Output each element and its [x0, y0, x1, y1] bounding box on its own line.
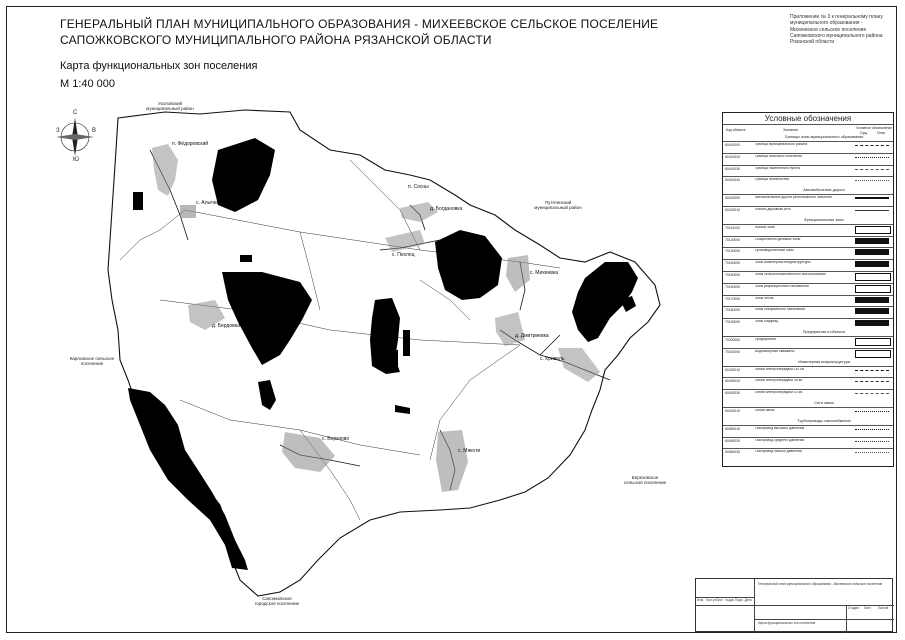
legend-section: Трубопроводы газоснабжения: [797, 418, 851, 423]
legend-row-name: Линии связи: [755, 409, 775, 412]
legend-row-code: 70210000: [725, 349, 741, 354]
legend-row-code: 70130000: [725, 249, 741, 254]
legend-section: Инженерная инфраструктура: [798, 359, 850, 364]
neighbor-label-line: городское поселение: [254, 601, 300, 606]
village-label[interactable]: с. Мякоти: [458, 448, 481, 454]
neighbor-label: [140, 101, 200, 111]
legend-row-code: 60410040: [725, 178, 741, 183]
legend-row-name: Зоны рекреационного назначения: [755, 284, 809, 288]
legend-row-symbol: [855, 429, 889, 436]
neighbor-label-line: муниципальный район: [146, 106, 194, 111]
neighbor-label-line: Путятинский: [544, 200, 572, 205]
village-label[interactable]: д. Богдановка: [430, 206, 463, 212]
legend-col-code: Код объекта: [726, 128, 746, 132]
legend-row-symbol: [855, 285, 891, 293]
legend-row-name: Газопровод низкого давления: [755, 450, 802, 454]
legend-row-name: Предприятия: [755, 338, 776, 341]
title-block: [695, 578, 893, 632]
village-label[interactable]: с. Кривель: [540, 356, 565, 362]
legend-row-code: 70200000: [725, 338, 741, 342]
compass-north: С: [73, 110, 78, 116]
legend-col-sub1: Сущ.: [860, 131, 868, 135]
legend-row-name: Линии электропередачи 110 кВ: [755, 367, 804, 371]
legend-title: Условные обозначения: [764, 114, 852, 123]
appendix-line: Приложение № 3 к генеральному плану: [790, 14, 883, 20]
legend-row-name: Водозаборные скважины: [755, 349, 795, 353]
legend-row-name: Газопровод среднего давления: [755, 438, 805, 442]
stamp-col-label: Подп.: [735, 598, 744, 602]
legend-row-symbol: [855, 350, 891, 358]
legend-row-symbol: [855, 452, 889, 459]
legend-row-code: 60420010: [725, 208, 741, 212]
legend-row-symbol: [855, 273, 891, 281]
legend-row-name: Зоны инженерной инфраструктуры: [755, 261, 811, 265]
legend-row-name: Производственные зоны: [755, 249, 794, 253]
legend-row-name: Граница сельского поселения: [755, 154, 802, 158]
legend-row-code: 60410000: [725, 143, 741, 147]
neighbor-label-line: Березовское: [631, 475, 659, 480]
legend-section: Предприятия и объекты: [802, 330, 846, 334]
legend-row-symbol: [855, 320, 889, 326]
legend-section: Сети связи: [814, 401, 834, 405]
neighbor-label: [528, 200, 588, 210]
neighbor-label-line: Сапожковское: [262, 596, 292, 601]
village-label[interactable]: с. Березово: [322, 436, 350, 442]
legend-col-name: Значение: [783, 128, 799, 132]
compass-west: З: [56, 128, 60, 134]
village-label[interactable]: д. Бердовка: [212, 323, 240, 329]
neighbor-label: [62, 356, 122, 366]
legend-section: Автомобильные дороги: [803, 188, 845, 193]
neighbor-label-line: Ухоловский: [157, 101, 183, 106]
village-label[interactable]: п. Фёдоровский: [172, 141, 209, 147]
legend-row-code: 70190000: [725, 320, 741, 325]
legend-row-name: Зоны специального назначения: [755, 308, 806, 312]
legend-row-name: Линии электропередачи 10 кВ: [755, 391, 803, 395]
village-label[interactable]: с. Михеевка: [530, 270, 558, 276]
legend-row-symbol: [855, 249, 889, 255]
legend-row-code: 70180000: [725, 308, 741, 313]
compass-east: В: [92, 128, 97, 134]
legend-row-code: 70110000: [725, 225, 740, 230]
neighbor-label-line: Карловское сельское: [69, 356, 115, 361]
legend-row-name: Улично-дорожная сеть: [755, 208, 791, 211]
legend-row-name: Линии электропередачи 35 кВ: [755, 379, 803, 383]
legend-row-symbol: [855, 370, 889, 377]
legend-row-code: 60430010: [725, 367, 741, 372]
neighbor-label: [610, 475, 680, 485]
compass-rose: [56, 118, 97, 156]
legend-row-symbol: [855, 441, 889, 448]
map-legend: [722, 112, 894, 467]
legend-row-symbol: [855, 210, 889, 217]
legend-row-code: 60450030: [725, 450, 741, 455]
title-line-2: САПОЖКОВСКОГО МУНИЦИПАЛЬНОГО РАЙОНА РЯЗАНСКОЙ ОБЛАСТИ: [60, 33, 492, 47]
legend-row-symbol: [855, 145, 889, 152]
appendix-line: Рязанской области: [790, 39, 835, 46]
legend-row-name: Автомобильные дороги регионального значения: [755, 196, 832, 200]
legend-row-code: 60410030: [725, 166, 741, 171]
legend-row-code: 70120000: [725, 237, 741, 242]
legend-row-name: Граница муниципального района: [755, 143, 808, 146]
legend-header: [723, 124, 893, 135]
legend-row-symbol: [855, 261, 889, 267]
legend-row-name: Граница лесничества: [755, 178, 789, 182]
stamp-stage: Стадия: [848, 606, 859, 610]
neighbor-label-line: сельское поселение: [623, 480, 667, 485]
neighbor-label-line: поселение: [80, 361, 104, 366]
legend-row-code: 60430030: [725, 391, 741, 396]
legend-row-symbol: [855, 180, 889, 187]
stamp-col-label: Дата: [744, 598, 752, 602]
legend-col-sub2: План.: [877, 131, 887, 135]
appendix-line: Сапожковского муниципального района: [790, 32, 883, 39]
legend-row-symbol: [855, 197, 889, 205]
appendix-line: Михеевское сельское поселение: [790, 26, 867, 33]
legend-row-name: Граница населенного пункта: [755, 166, 800, 170]
stamp-col-label: Изм.: [697, 598, 704, 602]
legend-row-symbol: [855, 297, 889, 303]
village-label[interactable]: д. Дмитриевка: [515, 333, 549, 339]
village-label[interactable]: с. Пехлец: [392, 252, 415, 258]
legend-section: Границы зоны муниципального образования: [784, 135, 864, 139]
legend-row-symbol: [855, 169, 889, 176]
title-line-1: ГЕНЕРАЛЬНЫЙ ПЛАН МУНИЦИПАЛЬНОГО ОБРАЗОВАНИЯ - МИХЕЕВСКОЕ СЕЛЬСКОЕ ПОСЕЛЕНИЕ: [60, 17, 659, 31]
legend-row-name: Жилые зоны: [755, 225, 775, 229]
village-label[interactable]: с. Алычево: [196, 200, 222, 206]
legend-row-name: Зоны кладбищ: [755, 320, 779, 324]
legend-row-name: Зоны сельскохозяйственного использования: [755, 273, 826, 276]
village-label[interactable]: п. Сосны: [408, 184, 429, 190]
stamp-org: Генеральный план муниципального образования - Михеевское сельское поселение: [758, 582, 883, 586]
legend-row-code: 60430020: [725, 379, 741, 384]
compass-south: Ю: [73, 157, 80, 163]
neighbor-label: [242, 596, 312, 606]
legend-row-symbol: [855, 226, 891, 234]
legend-row-code: 70160000: [725, 284, 741, 289]
legend-row-code: 60410020: [725, 154, 741, 159]
neighbor-label-line: муниципальный район: [534, 205, 582, 210]
legend-row-code: 60440010: [725, 409, 741, 413]
stamp-sheet: Лист: [864, 606, 871, 610]
legend-row-code: 60420000: [725, 196, 741, 201]
legend-row-code: 70140000: [725, 261, 741, 266]
legend-row-symbol: [855, 393, 889, 400]
legend-row-name: Газопровод высокого давления: [755, 426, 805, 430]
legend-row-code: 70170000: [725, 296, 741, 301]
legend-row-symbol: [855, 338, 891, 346]
legend-row-code: 70150000: [725, 273, 741, 277]
stamp-sheet-title: Карта функциональных зон поселения: [758, 621, 816, 625]
legend-row-symbol: [855, 411, 889, 418]
map-scale: М 1:40 000: [60, 78, 116, 90]
legend-row-symbol: [855, 238, 889, 244]
appendix-line: муниципального образования -: [790, 20, 863, 27]
legend-row: [723, 448, 893, 461]
legend-col-sym: Условное обозначение: [856, 126, 893, 130]
stamp-col-label: Кол.уч: [706, 598, 717, 602]
legend-row-symbol: [855, 157, 889, 164]
legend-row-symbol: [855, 308, 889, 314]
stamp-divider: [754, 579, 755, 633]
legend-row-name: Зоны лесов: [755, 296, 774, 300]
legend-row-name: Общественно-деловые зоны: [755, 237, 801, 241]
legend-row-code: 60450010: [725, 426, 741, 431]
map-subtitle: Карта функциональных зон поселения: [60, 60, 258, 72]
legend-row-symbol: [855, 381, 889, 388]
stamp-col-label: Лист: [716, 598, 723, 602]
stamp-divider: [754, 619, 894, 620]
legend-row-code: 60450020: [725, 438, 741, 443]
stamp-col-label: №док: [725, 598, 734, 602]
legend-section: Функциональные зоны: [804, 217, 844, 222]
stamp-sheets: Листов: [878, 606, 889, 610]
